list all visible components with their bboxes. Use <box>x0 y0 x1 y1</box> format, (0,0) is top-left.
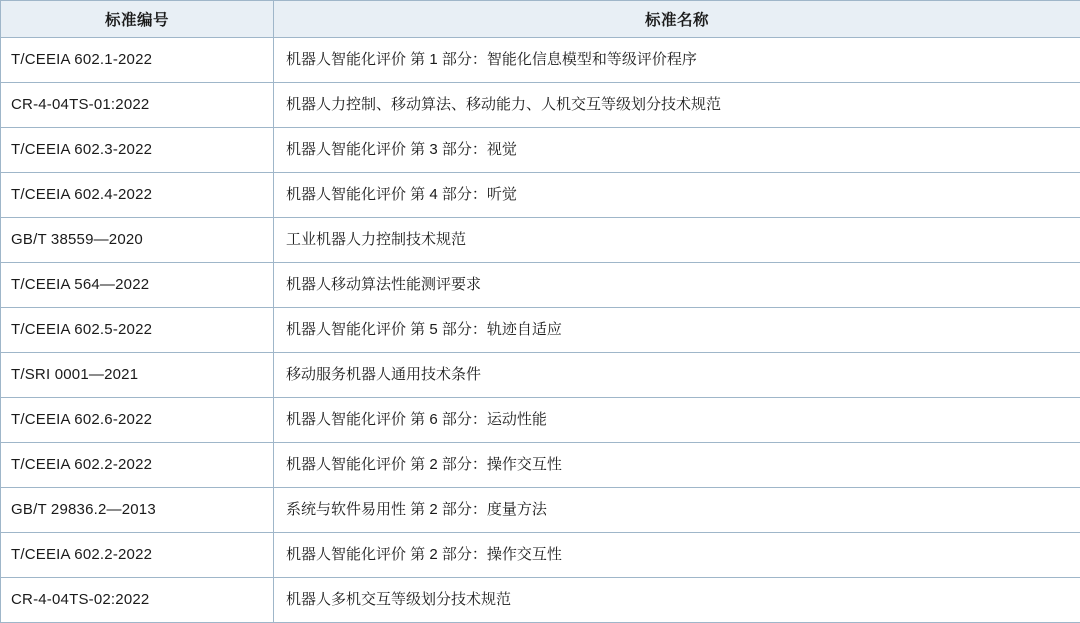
standard-code-text: T/CEEIA 602.2-2022 <box>1 545 273 565</box>
table-body <box>1 38 1080 623</box>
standard-code-text: T/CEEIA 602.4-2022 <box>1 185 273 205</box>
standard-code-text: T/CEEIA 602.1-2022 <box>1 50 273 70</box>
standard-name-text: 机器人力控制、移动算法、移动能力、人机交互等级划分技术规范 <box>274 95 1080 115</box>
table-header-row <box>1 1 1080 38</box>
cell-standard-name <box>274 353 1080 398</box>
standard-name-text: 机器人智能化评价 第 6 部分：运动性能 <box>274 410 1080 430</box>
cell-standard-name <box>274 173 1080 218</box>
standard-name-text: 机器人智能化评价 第 5 部分：轨迹自适应 <box>274 320 1080 340</box>
standard-name-text: 机器人智能化评价 第 3 部分：视觉 <box>274 140 1080 160</box>
cell-standard-code <box>1 533 274 578</box>
standard-name-text: 机器人智能化评价 第 1 部分：智能化信息模型和等级评价程序 <box>274 50 1080 70</box>
table-row <box>1 533 1080 578</box>
cell-standard-code <box>1 488 274 533</box>
cell-standard-code <box>1 263 274 308</box>
cell-standard-code <box>1 443 274 488</box>
cell-standard-name <box>274 128 1080 173</box>
cell-standard-name <box>274 83 1080 128</box>
cell-standard-name <box>274 488 1080 533</box>
standard-name-text: 机器人移动算法性能测评要求 <box>274 275 1080 295</box>
cell-standard-code <box>1 83 274 128</box>
cell-standard-name <box>274 263 1080 308</box>
table-row <box>1 443 1080 488</box>
column-header-code: 标准编号 <box>1 1 274 38</box>
table-row <box>1 578 1080 623</box>
standard-code-text: CR-4-04TS-01:2022 <box>1 95 273 115</box>
standard-name-text: 机器人多机交互等级划分技术规范 <box>274 590 1080 610</box>
cell-standard-name <box>274 443 1080 488</box>
cell-standard-code <box>1 38 274 83</box>
table-header <box>1 1 1080 38</box>
standard-code-text: T/CEEIA 602.5-2022 <box>1 320 273 340</box>
standard-code-text: CR-4-04TS-02:2022 <box>1 590 273 610</box>
standard-name-text: 移动服务机器人通用技术条件 <box>274 365 1080 385</box>
standard-name-text: 机器人智能化评价 第 2 部分：操作交互性 <box>274 455 1080 475</box>
cell-standard-name <box>274 38 1080 83</box>
table-row <box>1 128 1080 173</box>
table-row <box>1 353 1080 398</box>
standard-code-text: T/CEEIA 602.6-2022 <box>1 410 273 430</box>
standard-code-text: T/CEEIA 564—2022 <box>1 275 273 295</box>
cell-standard-code <box>1 173 274 218</box>
standard-code-text: T/SRI 0001—2021 <box>1 365 273 385</box>
cell-standard-code <box>1 128 274 173</box>
cell-standard-name <box>274 578 1080 623</box>
cell-standard-code <box>1 353 274 398</box>
cell-standard-name <box>274 533 1080 578</box>
table-row <box>1 488 1080 533</box>
cell-standard-name <box>274 218 1080 263</box>
cell-standard-name <box>274 308 1080 353</box>
standard-code-text: T/CEEIA 602.2-2022 <box>1 455 273 475</box>
cell-standard-code <box>1 398 274 443</box>
standard-code-text: GB/T 38559—2020 <box>1 230 273 250</box>
cell-standard-code <box>1 578 274 623</box>
standard-code-text: GB/T 29836.2—2013 <box>1 500 273 520</box>
table-row <box>1 398 1080 443</box>
standard-name-text: 工业机器人力控制技术规范 <box>274 230 1080 250</box>
standard-code-text: T/CEEIA 602.3-2022 <box>1 140 273 160</box>
table-row <box>1 83 1080 128</box>
column-header-name: 标准名称 <box>274 1 1080 38</box>
standard-name-text: 系统与软件易用性 第 2 部分：度量方法 <box>274 500 1080 520</box>
cell-standard-code <box>1 218 274 263</box>
standard-name-text: 机器人智能化评价 第 4 部分：听觉 <box>274 185 1080 205</box>
cell-standard-code <box>1 308 274 353</box>
table-row <box>1 263 1080 308</box>
table-row <box>1 173 1080 218</box>
cell-standard-name <box>274 398 1080 443</box>
standard-name-text: 机器人智能化评价 第 2 部分：操作交互性 <box>274 545 1080 565</box>
table-row <box>1 218 1080 263</box>
table-row <box>1 308 1080 353</box>
table-row <box>1 38 1080 83</box>
